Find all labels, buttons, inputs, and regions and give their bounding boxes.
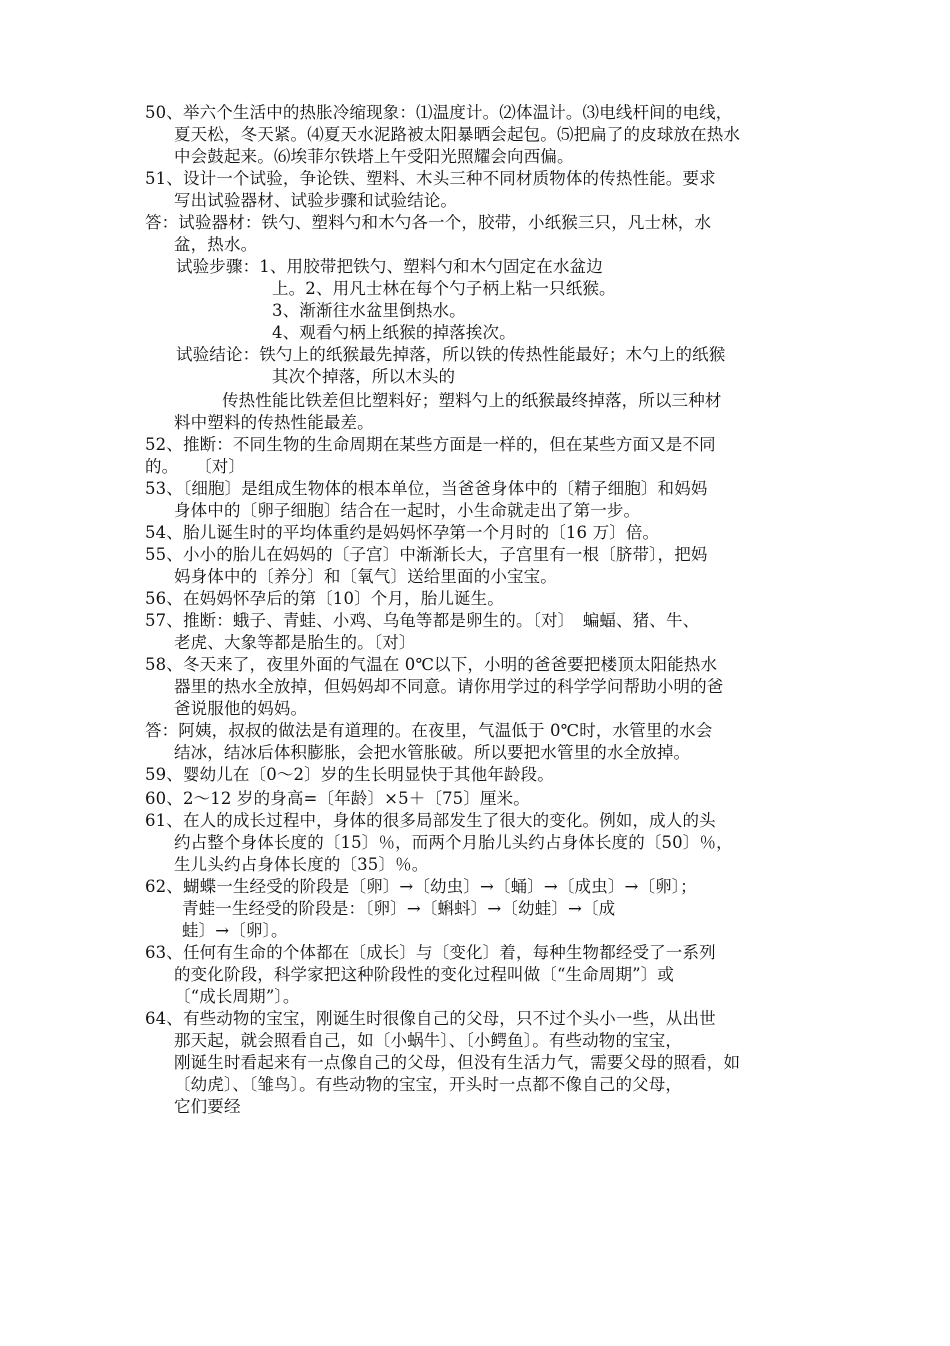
text-line: 生儿头约占身体长度的〔35〕％。 xyxy=(174,855,429,874)
text-line: 52、推断：不同生物的生命周期在某些方面是一样的，但在某些方面又是不同 xyxy=(145,435,716,454)
text-line: 59、婴幼儿在〔0～2〕岁的生长明显快于其他年龄段。 xyxy=(145,765,554,784)
text-line: 盆，热水。 xyxy=(174,235,258,254)
text-line: 53、〔细胞〕是组成生物体的根本单位，当爸爸身体中的〔精子细胞〕和妈妈 xyxy=(145,479,708,498)
text-line: 老虎、大象等都是胎生的。〔对〕 xyxy=(174,633,416,652)
text-line: 62、蝴蝶一生经受的阶段是〔卵〕→〔幼虫〕→〔蛹〕→〔成虫〕→〔卵〕； xyxy=(145,877,697,896)
text-line: 63、任何有生命的个体都在〔成长〕与〔变化〕着，每种生物都经受了一系列 xyxy=(145,943,716,962)
text-line: 写出试验器材、试验步骤和试验结论。 xyxy=(174,191,458,210)
text-line: 〔幼虎〕、〔雏鸟〕。有些动物的宝宝，开头时一点都不像自己的父母， xyxy=(174,1075,683,1094)
text-line: 55、小小的胎儿在妈妈的〔子宫〕中渐渐长大，子宫里有一根〔脐带〕，把妈 xyxy=(145,545,708,564)
text-line: 结冰，结冰后体积膨胀，会把水管胀破。所以要把水管里的水全放掉。 xyxy=(174,743,691,762)
text-line: 64、有些动物的宝宝，刚诞生时很像自己的父母，只不过个头小一些，从出世 xyxy=(145,1009,716,1028)
text-line: 答：阿姨，叔叔的做法是有道理的。在夜里，气温低于 0℃时，水管里的水会 xyxy=(145,721,713,740)
text-line: 器里的热水全放掉，但妈妈却不同意。请你用学过的科学学问帮助小明的爸 xyxy=(174,677,724,696)
text-line: 那天起，就会照看自己，如〔小蜗牛〕、〔小鳄鱼〕。有些动物的宝宝， xyxy=(174,1031,683,1050)
text-line: 料中塑料的传热性能最差。 xyxy=(174,413,374,432)
text-line: 其次个掉落，所以木头的 xyxy=(272,367,456,386)
text-line: 54、胎儿诞生时的平均体重约是妈妈怀孕第一个月时的〔16 万〕倍。 xyxy=(145,523,660,542)
text-line: 58、冬天来了，夜里外面的气温在 0℃以下，小明的爸爸要把楼顶太阳能热水 xyxy=(145,655,718,674)
text-line: 的变化阶段，科学家把这种阶段性的变化过程叫做〔“生命周期”〕或 xyxy=(174,965,675,984)
text-line: 答：试验器材：铁勺、塑料勺和木勺各一个，胶带，小纸猴三只，凡士林，水 xyxy=(145,213,712,232)
text-line: 的。 〔对〕 xyxy=(145,457,246,476)
text-line: 青蛙一生经受的阶段是：〔卵〕→〔蝌蚪〕→〔幼蛙〕→〔成 xyxy=(182,899,616,918)
text-line: 它们要经 xyxy=(174,1097,241,1116)
text-line: 57、推断：蛾子、青蛙、小鸡、乌龟等都是卵生的。〔对〕 蝙蝠、猪、牛、 xyxy=(145,611,700,630)
text-line: 蛙〕→〔卵〕。 xyxy=(182,921,288,940)
text-line: 3、渐渐往水盆里倒热水。 xyxy=(272,301,466,320)
text-line: 4、观看勺柄上纸猴的掉落挨次。 xyxy=(272,323,516,342)
text-line: 50、举六个生活中的热胀冷缩现象：⑴温度计。⑵体温计。⑶电线杆间的电线， xyxy=(145,103,733,122)
text-line: 60、2～12 岁的身高=〔年龄〕×5＋〔75〕厘米。 xyxy=(145,789,530,808)
text-line: 61、在人的成长过程中，身体的很多局部发生了很大的变化。例如，成人的头 xyxy=(145,811,716,830)
text-line: 身体中的〔卵子细胞〕结合在一起时，小生命就走出了第一步。 xyxy=(174,501,641,520)
text-line: 试验结论：铁勺上的纸猴最先掉落，所以铁的传热性能最好；木勺上的纸猴 xyxy=(176,345,726,364)
text-line: 约占整个身体长度的〔15〕％，而两个月胎儿头约占身体长度的〔50〕％， xyxy=(174,833,733,852)
text-line: 妈身体中的〔养分〕和〔氧气〕送给里面的小宝宝。 xyxy=(174,567,557,586)
text-line: 试验步骤：1、用胶带把铁勺、塑料勺和木勺固定在水盆边 xyxy=(176,257,603,276)
text-line: 56、在妈妈怀孕后的第〔10〕个月，胎儿诞生。 xyxy=(145,589,504,608)
text-line: 〔“成长周期”〕。 xyxy=(174,987,300,1006)
text-line: 夏天松，冬天紧。⑷夏天水泥路被太阳暴晒会起包。⑸把扁了的皮球放在热水 xyxy=(174,125,741,144)
text-line: 爸说服他的妈妈。 xyxy=(174,699,308,718)
text-line: 刚诞生时看起来有一点像自己的父母，但没有生活力气，需要父母的照看，如 xyxy=(174,1053,741,1072)
text-line: 51、设计一个试验，争论铁、塑料、木头三种不同材质物体的传热性能。要求 xyxy=(145,169,716,188)
text-line: 中会鼓起来。⑹埃菲尔铁塔上午受阳光照耀会向西偏。 xyxy=(174,147,574,166)
text-line: 传热性能比铁差但比塑料好；塑料勺上的纸猴最终掉落，所以三种材 xyxy=(222,391,722,410)
text-line: 上。2、用凡士林在每个勺子柄上粘一只纸猴。 xyxy=(272,279,616,298)
